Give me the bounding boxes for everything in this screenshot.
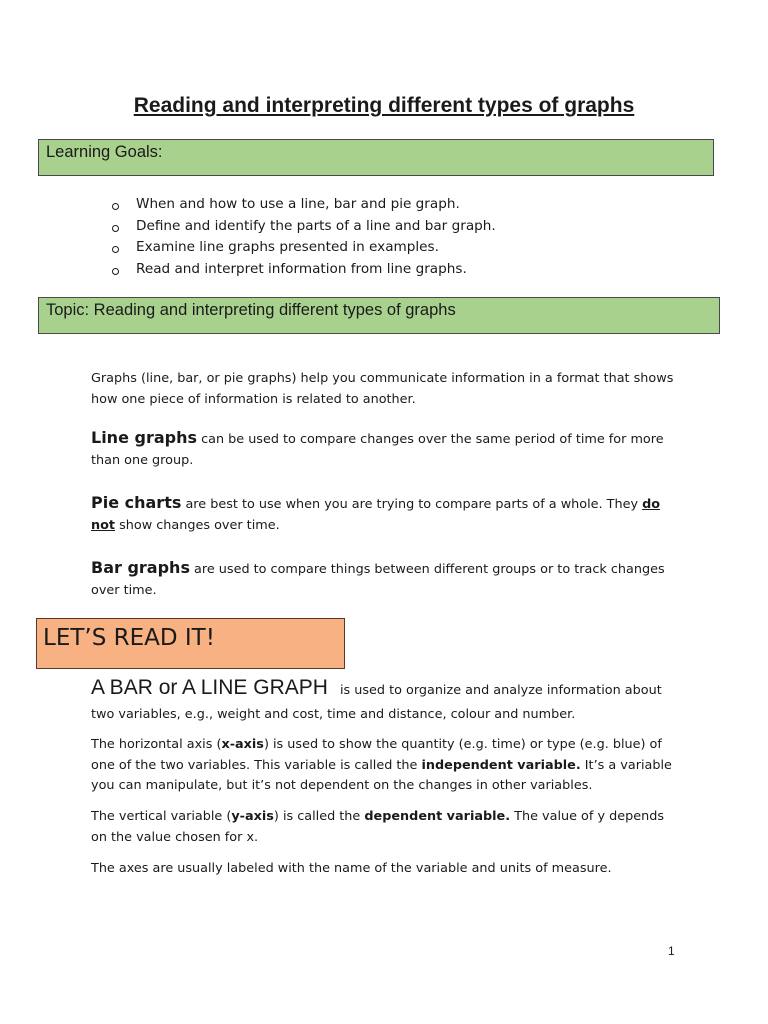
vertical-axis-paragraph xyxy=(91,807,681,848)
goal-item: Examine line graphs presented in examples. xyxy=(108,237,496,259)
bar-line-term: A BAR or A LINE GRAPH xyxy=(91,676,328,699)
bar-line-paragraph xyxy=(91,676,681,727)
y-axis-term: y-axis xyxy=(231,809,274,824)
horizontal-text-2: ) is used to show the quantity (e.g. time) or type (e.g. blue) of one of the two variables. This variable is called the xyxy=(91,737,662,773)
axes-note-paragraph: The axes are usually labeled with the name of the variable and units of measure. xyxy=(91,861,612,876)
horizontal-axis-paragraph xyxy=(91,735,681,797)
learning-goals-header xyxy=(38,139,714,176)
lets-read-it-heading: LET’S READ IT! xyxy=(43,625,215,651)
bar-graphs-term: Bar graphs xyxy=(91,558,190,577)
line-graphs-text: can be used to compare changes over the same period of time for more than one group. xyxy=(91,432,664,468)
horizontal-text-3: It’s a variable you can manipulate, but it’s not dependent on the changes in other variables. xyxy=(91,757,672,793)
lets-read-it-banner xyxy=(36,618,345,669)
horizontal-text-1: The horizontal axis ( xyxy=(91,737,222,752)
pie-charts-text: are best to use when you are trying to compare parts of a whole. They xyxy=(181,497,643,512)
pie-charts-text-after: show changes over time. xyxy=(115,517,280,533)
x-axis-term: x-axis xyxy=(221,737,264,752)
bar-graphs-paragraph xyxy=(91,558,681,601)
independent-variable-term: independent variable. xyxy=(421,757,581,773)
line-graphs-term: Line graphs xyxy=(91,428,197,447)
topic-heading: Topic: Reading and interpreting different types of graphs xyxy=(46,301,456,319)
vertical-text-2: ) is called the xyxy=(273,809,365,824)
dependent-variable-term: dependent variable. xyxy=(364,809,511,824)
pie-charts-not: not xyxy=(91,517,116,533)
topic-header xyxy=(38,297,720,334)
line-graphs-paragraph xyxy=(91,428,681,471)
vertical-text-1: The vertical variable ( xyxy=(91,809,232,824)
learning-goals-list xyxy=(108,194,496,281)
vertical-text-3: The value of y depends on the value chosen for x. xyxy=(91,809,664,845)
pie-charts-paragraph xyxy=(91,493,681,536)
pie-charts-do: do xyxy=(642,497,661,512)
pie-charts-term: Pie charts xyxy=(91,493,182,512)
goal-item: Read and interpret information from line graphs. xyxy=(108,259,496,281)
learning-goals-heading: Learning Goals: xyxy=(46,143,163,161)
bar-line-text: is used to organize and analyze information about two variables, e.g., weight and cost, time and distance, colour and number. xyxy=(91,683,662,722)
bar-graphs-text: are used to compare things between different groups or to track changes over time. xyxy=(91,562,665,598)
intro-paragraph: Graphs (line, bar, or pie graphs) help you communicate information in a format that shows how one piece of information is related to another. xyxy=(91,371,674,407)
goal-item: When and how to use a line, bar and pie graph. xyxy=(108,194,496,216)
goal-item: Define and identify the parts of a line and bar graph. xyxy=(108,216,496,238)
page-title: Reading and interpreting different types of graphs xyxy=(133,94,635,117)
page-number: 1 xyxy=(668,944,675,958)
